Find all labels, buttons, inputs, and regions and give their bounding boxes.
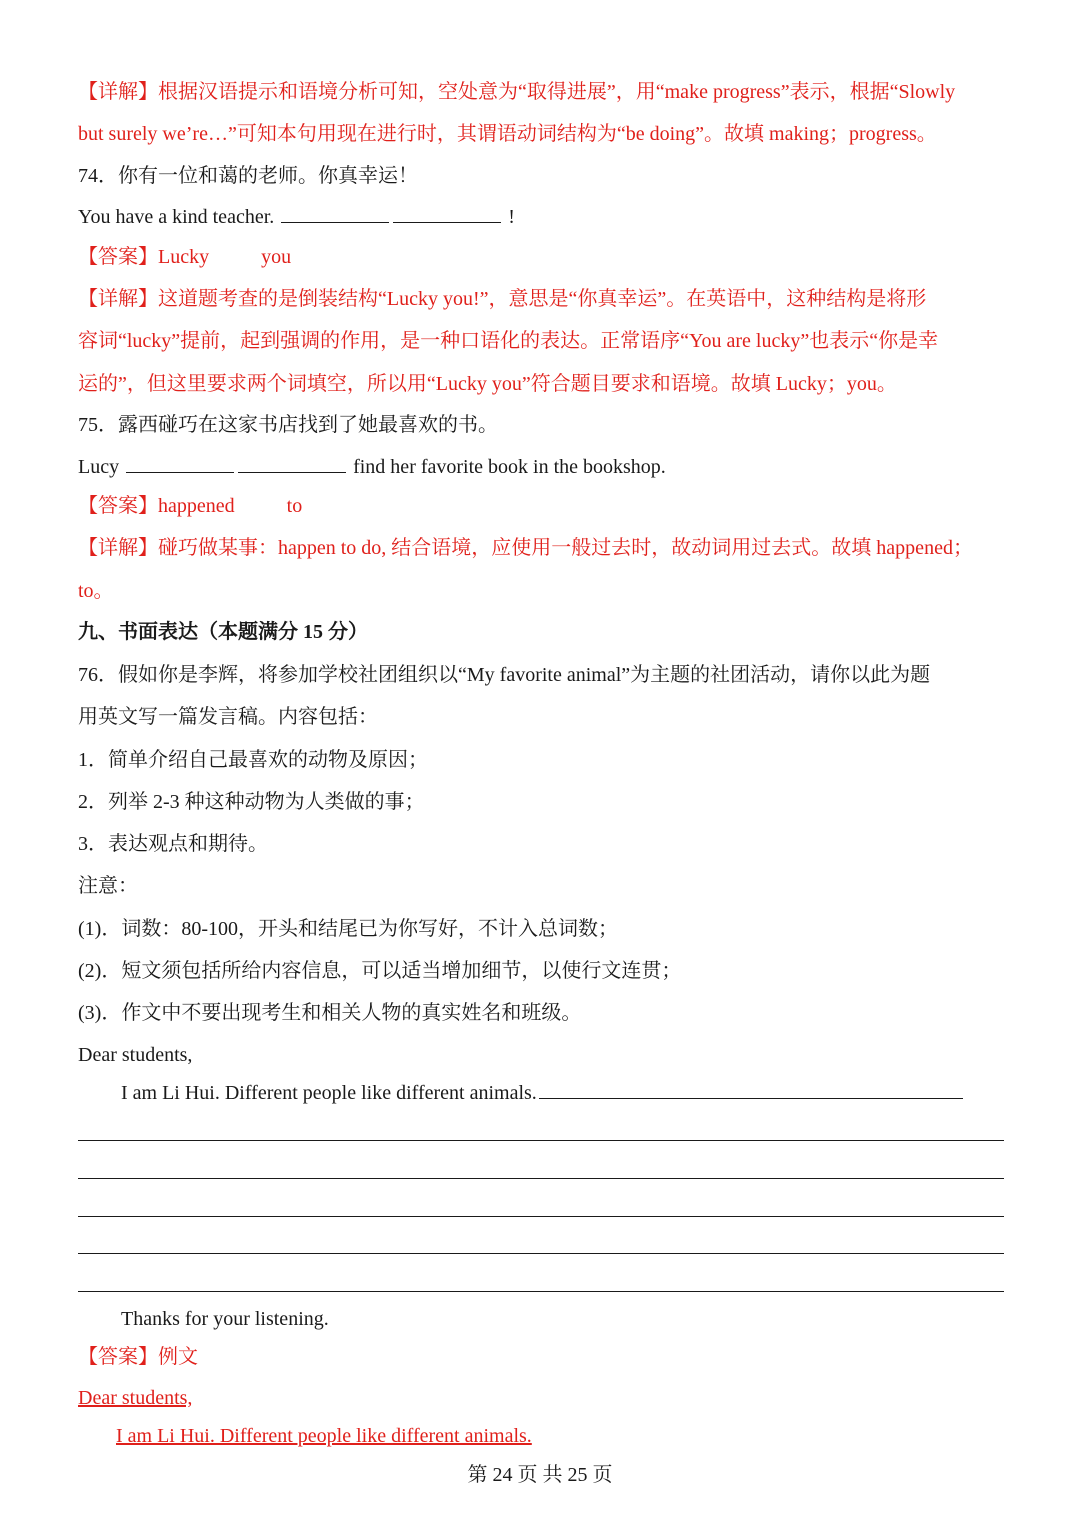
writing-line[interactable] [78, 1253, 1004, 1254]
explanation-label: 【详解】 [78, 537, 158, 559]
sample-opening: I am Li Hui. Different people like different animals. [116, 1425, 532, 1447]
q75-answer [78, 492, 1004, 520]
q75-sentence [78, 453, 1004, 481]
q75-explanation-line-2: to。 [78, 580, 114, 602]
writing-line[interactable] [78, 1178, 1004, 1179]
q74-explanation-line-1 [78, 285, 1004, 313]
q74-sentence [78, 203, 1004, 231]
answer-blank[interactable] [238, 453, 346, 473]
explanation-text: 根据汉语提示和语境分析可知，空处意为“取得进展”，用“make progress”表示，根据“Slowly [158, 81, 956, 103]
essay-greeting: Dear students, [78, 1044, 193, 1066]
q74-explanation-line-3: 运的”，但这里要求两个词填空，所以用“Lucky you”符合题目要求和语境。故填 Lucky；you。 [78, 373, 897, 395]
q74-prompt: 74．你有一位和蔼的老师。你真幸运！ [78, 165, 418, 187]
answer-blank[interactable] [393, 203, 501, 223]
q76-point-1: 1．简单介绍自己最喜欢的动物及原因； [78, 749, 428, 771]
q76-note-1: (1)．词数：80-100，开头和结尾已为你写好，不计入总词数； [78, 918, 618, 940]
writing-blank[interactable] [539, 1079, 963, 1099]
explanation-text: 这道题考查的是倒装结构“Lucky you!”，意思是“你真幸运”。在英语中，这种结构是将形 [158, 288, 927, 310]
sentence-text: find her favorite book in the bookshop. [353, 456, 666, 478]
answer-value: you [261, 246, 292, 268]
q76-note-3: (3)．作文中不要出现考生和相关人物的真实姓名和班级。 [78, 1002, 582, 1024]
sentence-text: Lucy [78, 456, 120, 478]
q76-point-3: 3．表达观点和期待。 [78, 833, 268, 855]
q76-prompt-line-2: 用英文写一篇发言稿。内容包括： [78, 706, 378, 728]
writing-line[interactable] [78, 1291, 1004, 1292]
explanation-label: 【详解】 [78, 288, 158, 310]
writing-line[interactable] [78, 1140, 1004, 1141]
section-heading: 九、书面表达（本题满分 15 分） [78, 621, 368, 643]
answer-value: 例文 [158, 1346, 198, 1368]
answer-blank[interactable] [126, 453, 234, 473]
explanation-text: 碰巧做某事：happen to do, 结合语境，应使用一般过去时，故动词用过去式。故填 happened； [158, 537, 973, 559]
essay-opening-line [121, 1079, 1001, 1107]
answer-blank[interactable] [281, 203, 389, 223]
answer-label: 【答案】 [78, 1346, 158, 1368]
q76-notes-label: 注意： [78, 875, 138, 897]
sentence-text: ! [508, 206, 515, 228]
sentence-text: You have a kind teacher. [78, 206, 275, 228]
q74-answer [78, 243, 1004, 271]
q74-explanation-line-2: 容词“lucky”提前，起到强调的作用，是一种口语化的表达。正常语序“You are lucky”也表示“你是幸 [78, 330, 939, 352]
q73-explanation-line-1 [78, 78, 1004, 106]
writing-line[interactable] [78, 1216, 1004, 1217]
explanation-label: 【详解】 [78, 81, 158, 103]
q76-prompt-line-1: 76．假如你是李辉，将参加学校社团组织以“My favorite animal”为主题的社团活动，请你以此为题 [78, 664, 931, 686]
essay-opening: I am Li Hui. Different people like different animals. [121, 1082, 537, 1104]
q75-prompt: 75．露西碰巧在这家书店找到了她最喜欢的书。 [78, 414, 498, 436]
answer-value: to [286, 495, 303, 517]
q76-note-2: (2)．短文须包括所给内容信息，可以适当增加细节，以使行文连贯； [78, 960, 682, 982]
page-number: 第 24 页 共 25 页 [467, 1464, 613, 1486]
answer-label: 【答案】 [78, 246, 158, 268]
q76-point-2: 2．列举 2-3 种这种动物为人类做的事； [78, 791, 425, 813]
answer-value: happened [158, 495, 235, 517]
q73-explanation-line-2: but surely we’re…”可知本句用现在进行时，其谓语动词结构为“be doing”。故填 making；progress。 [78, 123, 937, 145]
sample-greeting: Dear students, [78, 1387, 193, 1409]
q76-answer [78, 1343, 1004, 1371]
answer-label: 【答案】 [78, 495, 158, 517]
q75-explanation-line-1 [78, 534, 1004, 562]
essay-closing: Thanks for your listening. [121, 1308, 329, 1330]
answer-value: Lucky [158, 246, 210, 268]
